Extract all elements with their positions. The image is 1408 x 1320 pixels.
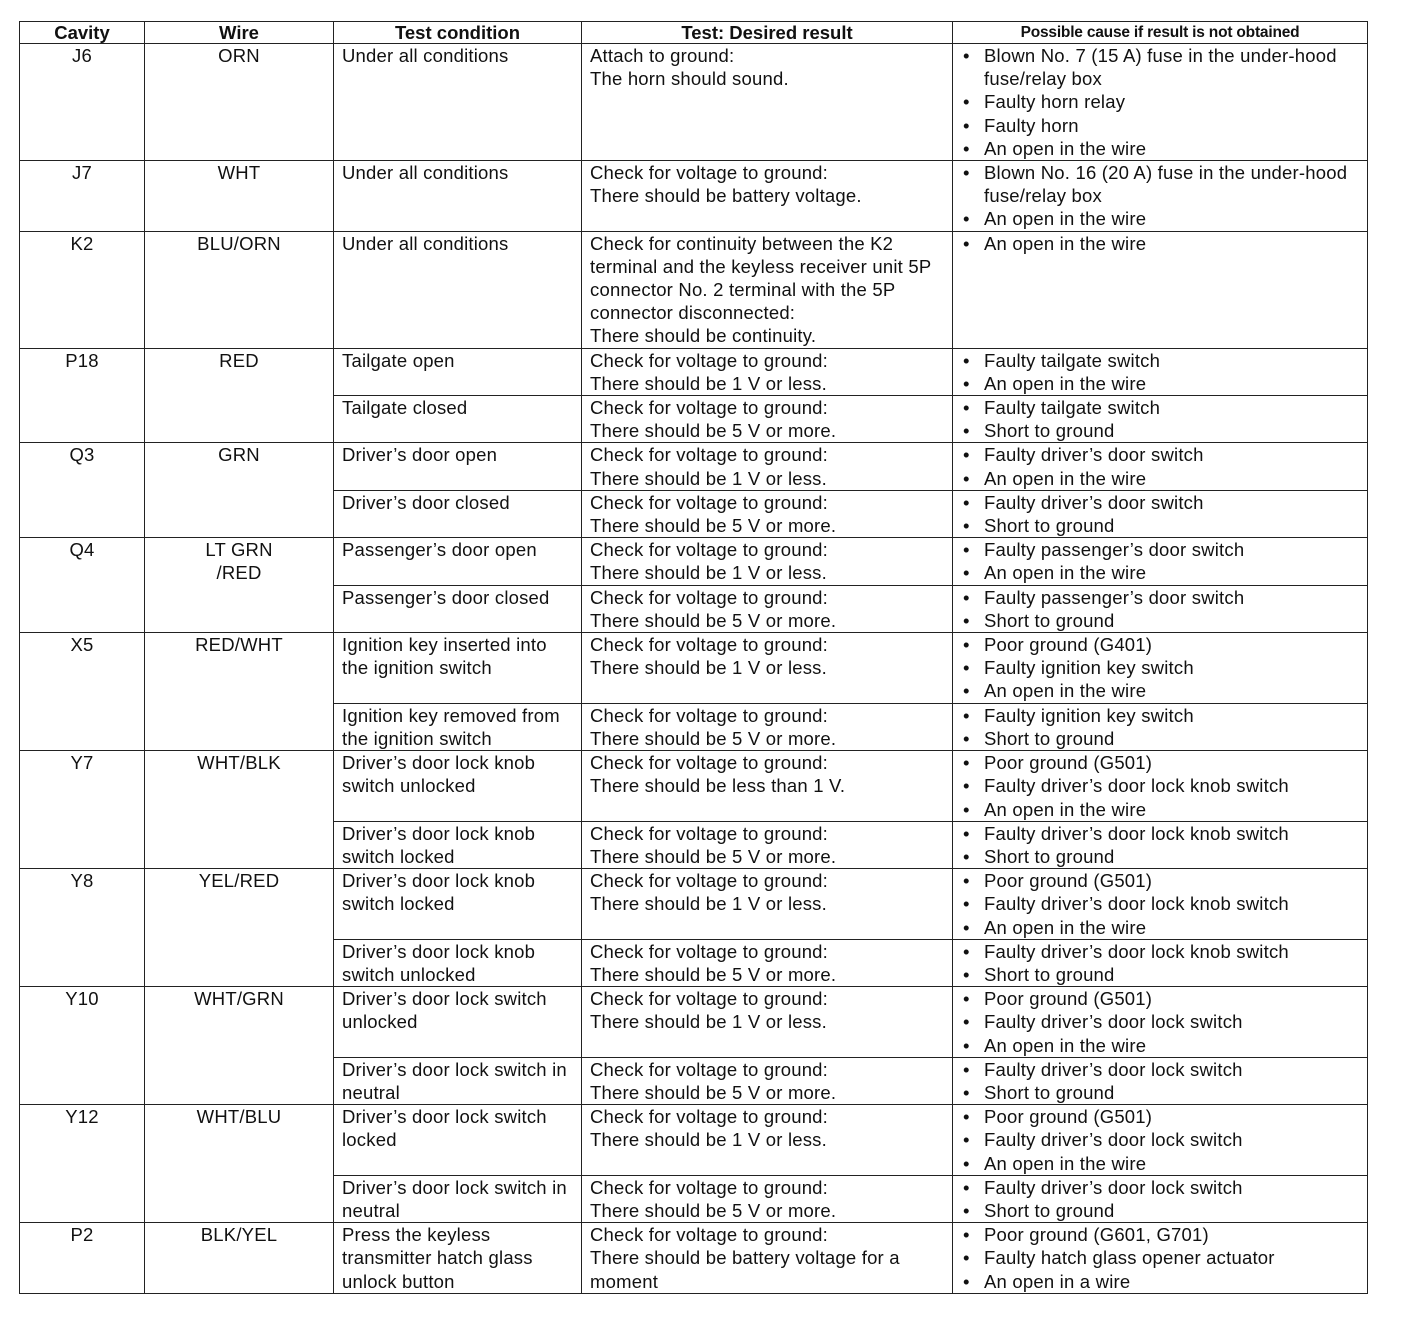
cause-item <box>961 467 1361 490</box>
header-test-condition: Test condition <box>334 22 582 44</box>
bullet-icon: • <box>963 162 970 184</box>
cause-item <box>961 419 1361 442</box>
possible-cause-cell <box>953 585 1368 632</box>
header-possible-cause: Possible cause if result is not obtained <box>953 22 1368 44</box>
table-row <box>20 231 1368 348</box>
cause-item <box>961 44 1361 90</box>
possible-cause-cell <box>953 538 1368 585</box>
cause-item <box>961 1010 1361 1033</box>
wire-cell: RED <box>145 348 334 443</box>
possible-cause-cell <box>953 939 1368 986</box>
wire-cell: WHT/BLU <box>145 1105 334 1223</box>
cavity-cell: J7 <box>20 161 145 232</box>
table-row <box>20 1223 1368 1294</box>
bullet-icon: • <box>963 1247 970 1269</box>
cause-item <box>961 704 1361 727</box>
cause-item <box>961 1105 1361 1128</box>
bullet-icon: • <box>963 1176 970 1198</box>
wire-cell: WHT/GRN <box>145 987 334 1105</box>
table-row <box>20 869 1368 940</box>
header-cavity: Cavity <box>20 22 145 44</box>
cause-text: An open in the wire <box>984 916 1147 938</box>
cause-list <box>961 1176 1361 1222</box>
possible-cause-cell <box>953 1057 1368 1104</box>
bullet-icon: • <box>963 444 970 466</box>
cause-text: Short to ground <box>984 1199 1115 1221</box>
desired-result-cell: Check for voltage to ground: There should be 1 V or less. <box>582 869 953 940</box>
bullet-icon: • <box>963 704 970 726</box>
desired-result-cell: Check for voltage to ground: There should be 1 V or less. <box>582 987 953 1058</box>
cause-text: Faulty horn <box>984 114 1079 136</box>
cause-text: Short to ground <box>984 963 1115 985</box>
possible-cause-cell <box>953 161 1368 232</box>
table-row <box>20 348 1368 395</box>
bullet-icon: • <box>963 45 970 66</box>
cause-text: Faulty driver’s door lock knob switch <box>984 940 1289 962</box>
cause-text: Poor ground (G401) <box>984 634 1153 656</box>
cause-list <box>961 161 1361 231</box>
bullet-icon: • <box>963 1152 970 1174</box>
cause-item <box>961 774 1361 797</box>
bullet-icon: • <box>963 1270 970 1292</box>
bullet-icon: • <box>963 963 970 985</box>
bullet-icon: • <box>963 562 970 584</box>
cause-text: An open in the wire <box>984 232 1147 254</box>
cause-text: Faulty passenger’s door switch <box>984 539 1245 561</box>
test-condition-cell: Driver’s door lock knob switch locked <box>334 821 582 868</box>
cause-text: Faulty tailgate switch <box>984 397 1161 419</box>
cause-item <box>961 1199 1361 1222</box>
header-desired-result: Test: Desired result <box>582 22 953 44</box>
wire-cell: YEL/RED <box>145 869 334 987</box>
bullet-icon: • <box>963 893 970 915</box>
bullet-icon: • <box>963 420 970 442</box>
cause-text: An open in the wire <box>984 208 1147 230</box>
cause-item <box>961 679 1361 702</box>
possible-cause-cell <box>953 1105 1368 1176</box>
bullet-icon: • <box>963 1058 970 1080</box>
test-condition-cell: Passenger’s door closed <box>334 585 582 632</box>
bullet-icon: • <box>963 609 970 631</box>
test-condition-cell: Passenger’s door open <box>334 538 582 585</box>
possible-cause-cell <box>953 751 1368 822</box>
cause-list <box>961 44 1361 160</box>
cause-text: Blown No. 16 (20 A) fuse in the under-hood fuse/relay box <box>984 162 1348 207</box>
cause-text: Faulty driver’s door lock knob switch <box>984 822 1289 844</box>
bullet-icon: • <box>963 1106 970 1128</box>
bullet-icon: • <box>963 634 970 656</box>
desired-result-cell: Check for voltage to ground: There should be 1 V or less. <box>582 1105 953 1176</box>
cause-item <box>961 892 1361 915</box>
possible-cause-cell <box>953 633 1368 704</box>
cause-text: Faulty driver’s door switch <box>984 444 1204 466</box>
cause-list <box>961 751 1361 821</box>
cause-text: Short to ground <box>984 609 1115 631</box>
table-row <box>20 443 1368 490</box>
test-condition-cell: Driver’s door lock switch unlocked <box>334 987 582 1058</box>
desired-result-cell: Check for voltage to ground: There should be battery voltage for a moment <box>582 1223 953 1294</box>
cause-text: Faulty ignition key switch <box>984 704 1194 726</box>
bullet-icon: • <box>963 397 970 419</box>
wire-cell: BLU/ORN <box>145 231 334 348</box>
cause-text: An open in the wire <box>984 1152 1147 1174</box>
table-row <box>20 161 1368 232</box>
bullet-icon: • <box>963 1199 970 1221</box>
cause-item <box>961 1270 1361 1293</box>
bullet-icon: • <box>963 798 970 820</box>
desired-result-cell: Check for voltage to ground: There should be 1 V or less. <box>582 348 953 395</box>
test-condition-cell: Driver’s door open <box>334 443 582 490</box>
desired-result-cell: Check for voltage to ground: There should be 5 V or more. <box>582 703 953 750</box>
table-row <box>20 987 1368 1058</box>
table-body <box>20 44 1368 1294</box>
test-condition-cell: Under all conditions <box>334 44 582 161</box>
table-row <box>20 1105 1368 1176</box>
desired-result-cell: Check for continuity between the K2 terminal and the keyless receiver unit 5P connector No. 2 terminal with the 5P connector disconnected: There should be continuity. <box>582 231 953 348</box>
cause-text: Faulty driver’s door lock knob switch <box>984 775 1289 797</box>
cause-list <box>961 538 1361 584</box>
possible-cause-cell <box>953 490 1368 537</box>
bullet-icon: • <box>963 586 970 608</box>
cause-text: Faulty driver’s door lock switch <box>984 1058 1243 1080</box>
cause-text: Faulty hatch glass opener actuator <box>984 1247 1275 1269</box>
cause-text: An open in the wire <box>984 680 1147 702</box>
desired-result-cell: Check for voltage to ground: There should be 5 V or more. <box>582 1057 953 1104</box>
bullet-icon: • <box>963 137 970 159</box>
cause-item <box>961 1246 1361 1269</box>
table-row <box>20 633 1368 704</box>
header-row <box>20 22 1368 44</box>
desired-result-cell: Check for voltage to ground: There should be 5 V or more. <box>582 585 953 632</box>
possible-cause-cell <box>953 1175 1368 1222</box>
bullet-icon: • <box>963 657 970 679</box>
desired-result-cell: Check for voltage to ground: There should be 5 V or more. <box>582 939 953 986</box>
bullet-icon: • <box>963 467 970 489</box>
cause-item <box>961 609 1361 632</box>
cause-item <box>961 396 1361 419</box>
cause-list <box>961 1058 1361 1104</box>
cavity-cell: Y10 <box>20 987 145 1105</box>
cause-text: Short to ground <box>984 845 1115 867</box>
test-condition-cell: Driver’s door lock knob switch unlocked <box>334 939 582 986</box>
header-wire: Wire <box>145 22 334 44</box>
test-condition-cell: Driver’s door closed <box>334 490 582 537</box>
cause-text: Faulty driver’s door switch <box>984 491 1204 513</box>
cause-item <box>961 727 1361 750</box>
cavity-cell: J6 <box>20 44 145 161</box>
cause-list <box>961 349 1361 395</box>
table-header <box>20 22 1368 44</box>
test-condition-cell: Driver’s door lock knob switch unlocked <box>334 751 582 822</box>
bullet-icon: • <box>963 539 970 561</box>
bullet-icon: • <box>963 845 970 867</box>
test-condition-cell: Driver’s door lock switch in neutral <box>334 1057 582 1104</box>
cause-text: An open in the wire <box>984 1034 1147 1056</box>
cavity-cell: Y8 <box>20 869 145 987</box>
wire-cell: LT GRN /RED <box>145 538 334 633</box>
bullet-icon: • <box>963 91 970 113</box>
wire-cell: GRN <box>145 443 334 538</box>
cause-item <box>961 963 1361 986</box>
desired-result-cell: Attach to ground: The horn should sound. <box>582 44 953 161</box>
desired-result-cell: Check for voltage to ground: There should be 5 V or more. <box>582 490 953 537</box>
cause-item <box>961 1034 1361 1057</box>
cause-list <box>961 633 1361 703</box>
cavity-test-table <box>19 21 1368 1294</box>
bullet-icon: • <box>963 515 970 537</box>
bullet-icon: • <box>963 114 970 136</box>
possible-cause-cell <box>953 869 1368 940</box>
cause-item <box>961 372 1361 395</box>
cause-item <box>961 443 1361 466</box>
cause-item <box>961 90 1361 113</box>
possible-cause-cell <box>953 443 1368 490</box>
cause-item <box>961 232 1361 255</box>
bullet-icon: • <box>963 1224 970 1246</box>
cause-text: Poor ground (G501) <box>984 988 1153 1010</box>
test-condition-cell: Driver’s door lock knob switch locked <box>334 869 582 940</box>
test-condition-cell: Press the keyless transmitter hatch glass unlock button <box>334 1223 582 1294</box>
test-condition-cell: Tailgate closed <box>334 396 582 443</box>
cause-item <box>961 798 1361 821</box>
bullet-icon: • <box>963 1129 970 1151</box>
possible-cause-cell <box>953 1223 1368 1294</box>
cause-text: Faulty driver’s door lock knob switch <box>984 893 1289 915</box>
cause-item <box>961 1128 1361 1151</box>
cause-item <box>961 137 1361 160</box>
cause-list <box>961 491 1361 537</box>
bullet-icon: • <box>963 822 970 844</box>
cause-item <box>961 940 1361 963</box>
possible-cause-cell <box>953 348 1368 395</box>
cavity-cell: Y12 <box>20 1105 145 1223</box>
desired-result-cell: Check for voltage to ground: There should be 1 V or less. <box>582 633 953 704</box>
cause-text: An open in the wire <box>984 798 1147 820</box>
desired-result-cell: Check for voltage to ground: There should be 5 V or more. <box>582 821 953 868</box>
cavity-cell: P2 <box>20 1223 145 1294</box>
cause-text: Short to ground <box>984 1081 1115 1103</box>
cause-text: Poor ground (G501) <box>984 1106 1153 1128</box>
cause-item <box>961 161 1361 207</box>
cause-list <box>961 396 1361 442</box>
desired-result-cell: Check for voltage to ground: There should be 5 V or more. <box>582 396 953 443</box>
bullet-icon: • <box>963 988 970 1010</box>
cause-item <box>961 1081 1361 1104</box>
wire-cell: BLK/YEL <box>145 1223 334 1294</box>
cause-item <box>961 1223 1361 1246</box>
bullet-icon: • <box>963 916 970 938</box>
test-condition-cell: Driver’s door lock switch in neutral <box>334 1175 582 1222</box>
table-row <box>20 44 1368 161</box>
cavity-cell: Q4 <box>20 538 145 633</box>
cause-list <box>961 1223 1361 1293</box>
cavity-cell: Y7 <box>20 751 145 869</box>
cause-list <box>961 586 1361 632</box>
cause-text: Faulty driver’s door lock switch <box>984 1129 1243 1151</box>
cause-list <box>961 940 1361 986</box>
cause-item <box>961 586 1361 609</box>
cause-item <box>961 987 1361 1010</box>
bullet-icon: • <box>963 680 970 702</box>
cause-item <box>961 869 1361 892</box>
test-condition-cell: Ignition key removed from the ignition switch <box>334 703 582 750</box>
bullet-icon: • <box>963 752 970 774</box>
test-condition-cell: Tailgate open <box>334 348 582 395</box>
desired-result-cell: Check for voltage to ground: There should be 1 V or less. <box>582 443 953 490</box>
bullet-icon: • <box>963 491 970 513</box>
bullet-icon: • <box>963 775 970 797</box>
cause-item <box>961 114 1361 137</box>
cause-text: Blown No. 7 (15 A) fuse in the under-hood fuse/relay box <box>984 45 1337 90</box>
cause-text: Faulty driver’s door lock switch <box>984 1011 1243 1033</box>
cause-item <box>961 1152 1361 1175</box>
possible-cause-cell <box>953 44 1368 161</box>
cause-item <box>961 845 1361 868</box>
cause-text: Faulty horn relay <box>984 91 1126 113</box>
bullet-icon: • <box>963 940 970 962</box>
possible-cause-cell <box>953 396 1368 443</box>
cause-text: An open in a wire <box>984 1270 1131 1292</box>
test-condition-cell: Under all conditions <box>334 161 582 232</box>
desired-result-cell: Check for voltage to ground: There should be 5 V or more. <box>582 1175 953 1222</box>
cause-list <box>961 869 1361 939</box>
cause-item <box>961 916 1361 939</box>
desired-result-cell: Check for voltage to ground: There should be 1 V or less. <box>582 538 953 585</box>
cause-text: Poor ground (G501) <box>984 870 1153 892</box>
bullet-icon: • <box>963 1034 970 1056</box>
cause-list <box>961 232 1361 255</box>
table-row <box>20 751 1368 822</box>
possible-cause-cell <box>953 231 1368 348</box>
bullet-icon: • <box>963 208 970 230</box>
cause-text: Poor ground (G501) <box>984 752 1153 774</box>
cause-item <box>961 491 1361 514</box>
bullet-icon: • <box>963 1011 970 1033</box>
cause-text: An open in the wire <box>984 137 1147 159</box>
cause-text: Faulty driver’s door lock switch <box>984 1176 1243 1198</box>
desired-result-cell: Check for voltage to ground: There should be battery voltage. <box>582 161 953 232</box>
test-condition-cell: Ignition key inserted into the ignition switch <box>334 633 582 704</box>
cause-item <box>961 656 1361 679</box>
possible-cause-cell <box>953 821 1368 868</box>
cause-item <box>961 561 1361 584</box>
bullet-icon: • <box>963 232 970 254</box>
test-condition-cell: Driver’s door lock switch locked <box>334 1105 582 1176</box>
cause-text: Faulty passenger’s door switch <box>984 586 1245 608</box>
cause-item <box>961 633 1361 656</box>
cause-text: Short to ground <box>984 420 1115 442</box>
test-condition-cell: Under all conditions <box>334 231 582 348</box>
wire-cell: ORN <box>145 44 334 161</box>
cause-text: Short to ground <box>984 515 1115 537</box>
bullet-icon: • <box>963 727 970 749</box>
cause-list <box>961 822 1361 868</box>
wire-cell: RED/WHT <box>145 633 334 751</box>
cavity-cell: K2 <box>20 231 145 348</box>
cause-item <box>961 822 1361 845</box>
cavity-cell: P18 <box>20 348 145 443</box>
cause-text: An open in the wire <box>984 562 1147 584</box>
cause-item <box>961 207 1361 230</box>
bullet-icon: • <box>963 870 970 892</box>
cause-list <box>961 443 1361 489</box>
cause-item <box>961 1176 1361 1199</box>
cause-item <box>961 751 1361 774</box>
cause-text: Faulty tailgate switch <box>984 349 1161 371</box>
possible-cause-cell <box>953 703 1368 750</box>
cause-item <box>961 538 1361 561</box>
cause-list <box>961 987 1361 1057</box>
wire-cell: WHT/BLK <box>145 751 334 869</box>
cause-item <box>961 514 1361 537</box>
cause-text: An open in the wire <box>984 467 1147 489</box>
bullet-icon: • <box>963 349 970 371</box>
wire-cell: WHT <box>145 161 334 232</box>
possible-cause-cell <box>953 987 1368 1058</box>
desired-result-cell: Check for voltage to ground: There should be less than 1 V. <box>582 751 953 822</box>
cause-item <box>961 1058 1361 1081</box>
cause-text: Faulty ignition key switch <box>984 657 1194 679</box>
cavity-cell: X5 <box>20 633 145 751</box>
cause-text: An open in the wire <box>984 372 1147 394</box>
cause-text: Poor ground (G601, G701) <box>984 1224 1209 1246</box>
cause-item <box>961 349 1361 372</box>
cause-text: Short to ground <box>984 727 1115 749</box>
bullet-icon: • <box>963 1081 970 1103</box>
cause-list <box>961 1105 1361 1175</box>
cause-list <box>961 704 1361 750</box>
table-row <box>20 538 1368 585</box>
cavity-cell: Q3 <box>20 443 145 538</box>
bullet-icon: • <box>963 372 970 394</box>
